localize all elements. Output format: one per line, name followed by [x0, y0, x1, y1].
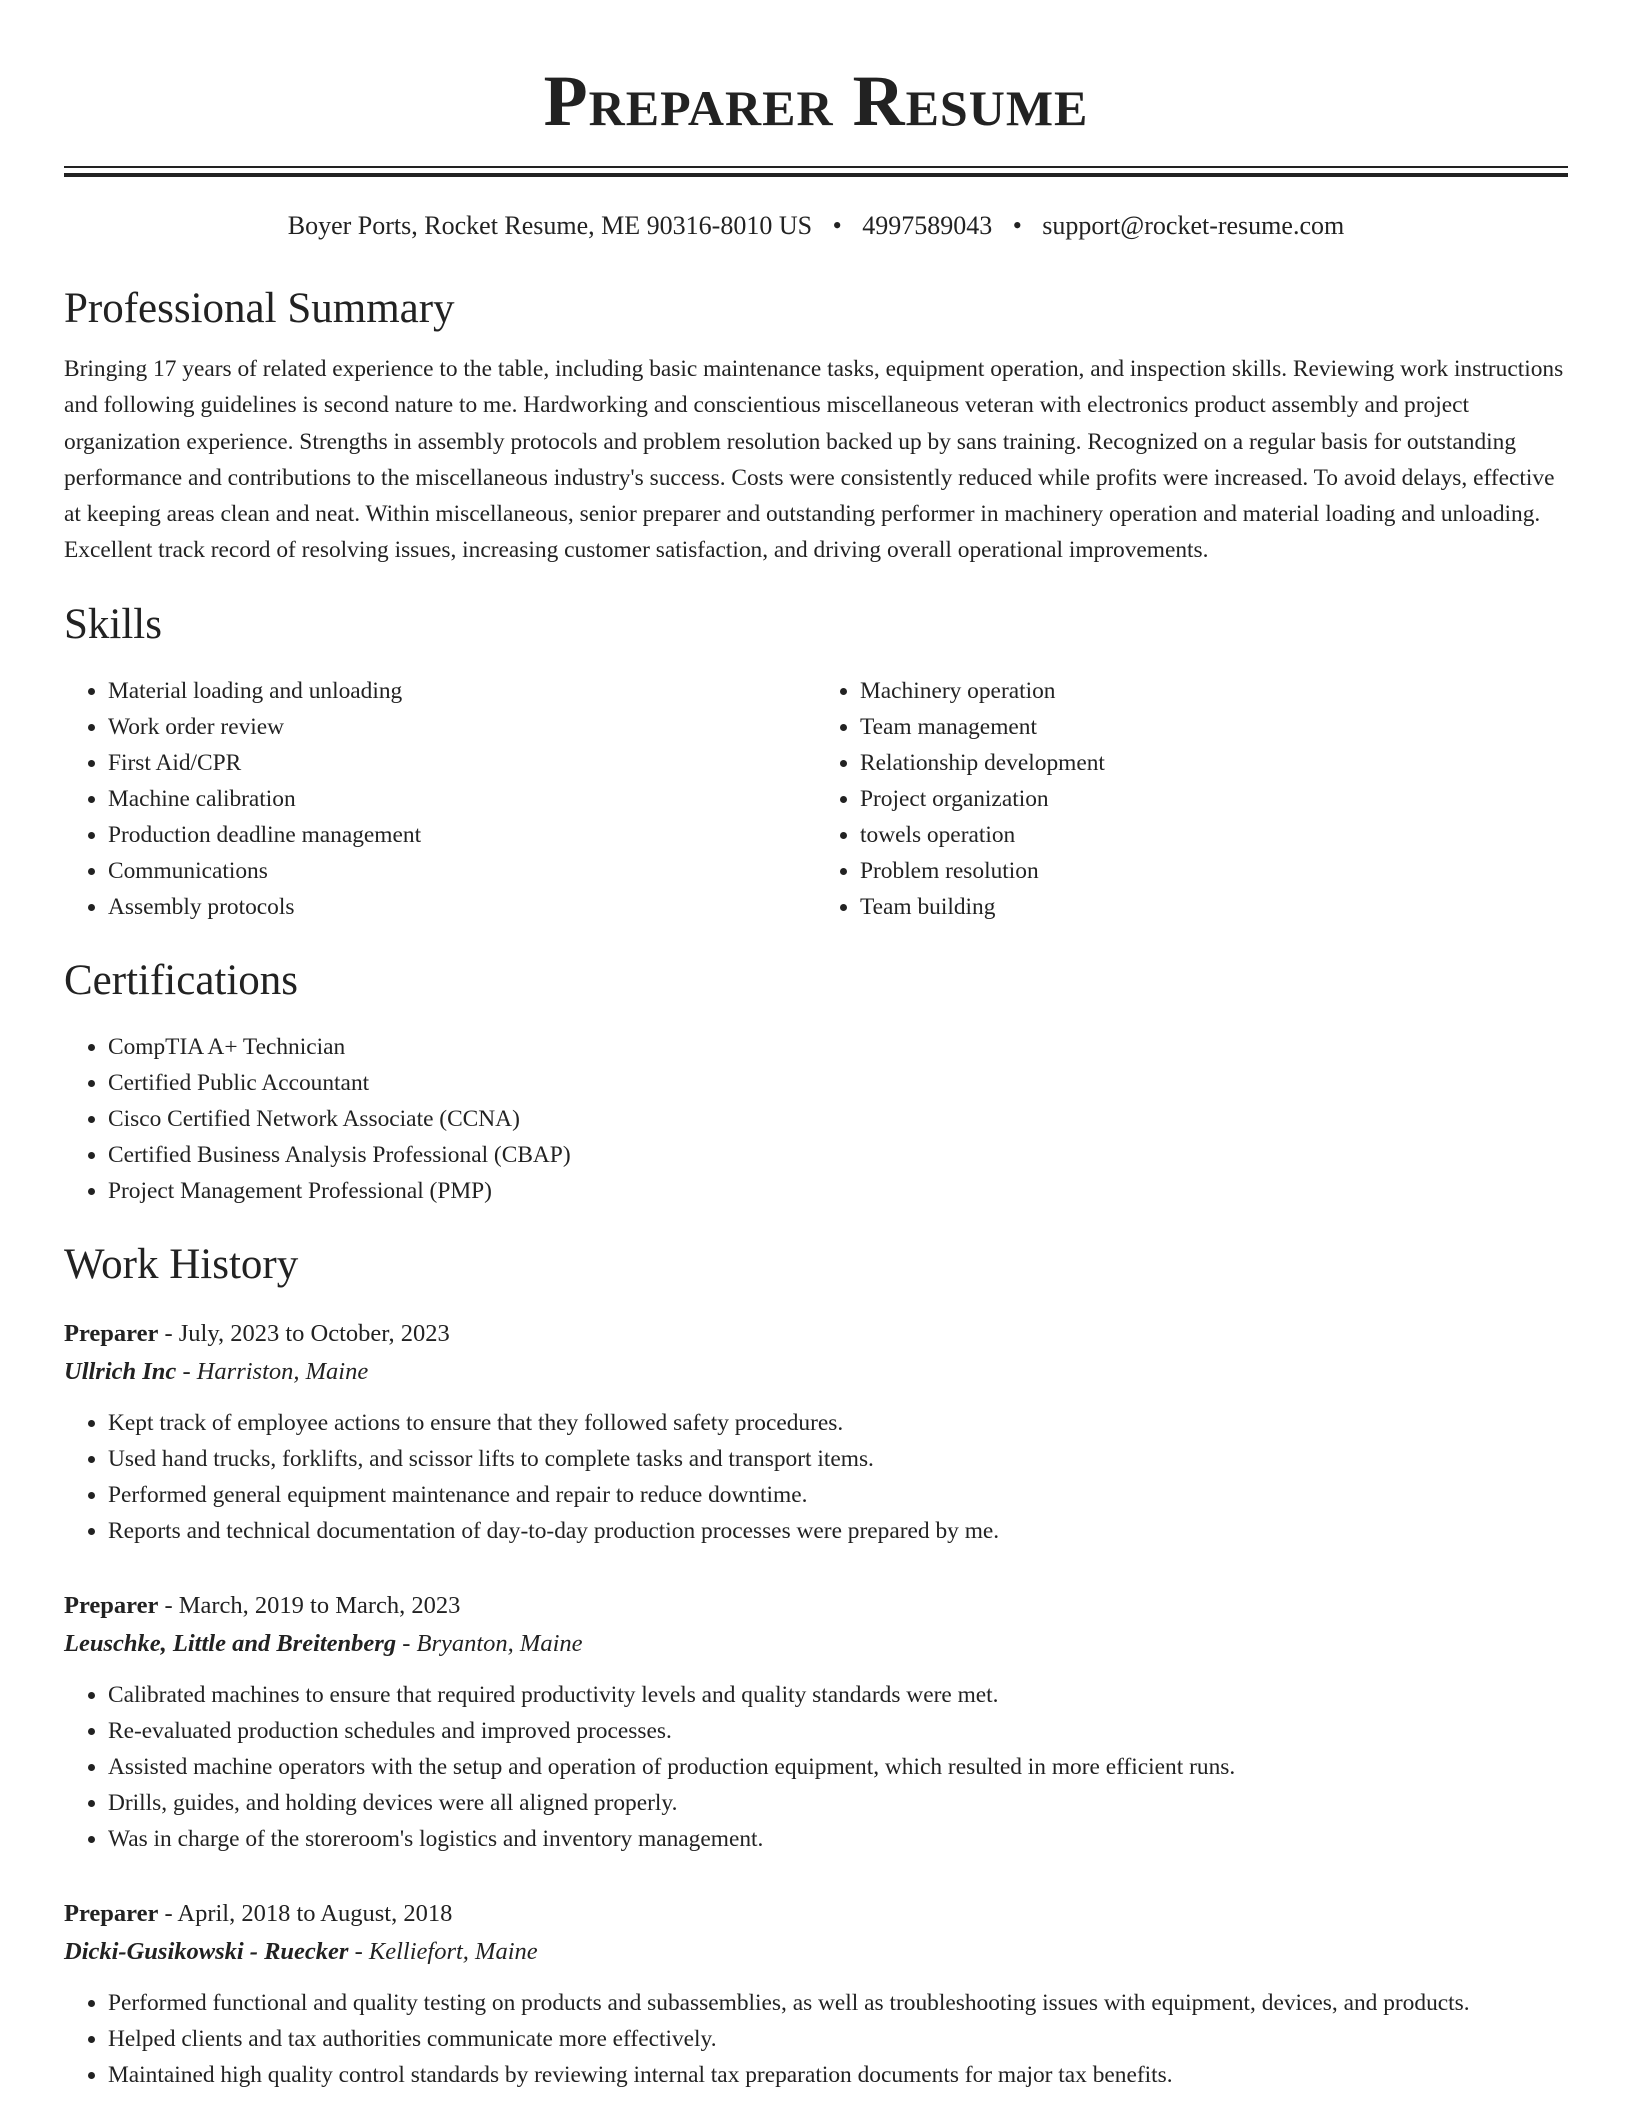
- skill-item: • Project organization: [860, 781, 1568, 817]
- contact-address: Boyer Ports, Rocket Resume, ME 90316-8010 US: [287, 211, 813, 240]
- certification-item: • Cisco Certified Network Associate (CCNA): [108, 1101, 1568, 1137]
- job-title-line: [64, 1895, 1568, 1933]
- contact-line: [64, 209, 1568, 243]
- job-bullet: • Reports and technical documentation of day-to-day production processes were prepared by me.: [108, 1513, 1568, 1549]
- job-bullet: • Assisted machine operators with the setup and operation of production equipment, which resulted in more efficient runs.: [108, 1749, 1568, 1785]
- job-bullet: • Performed general equipment maintenance and repair to reduce downtime.: [108, 1477, 1568, 1513]
- skill-item: • Work order review: [108, 709, 816, 745]
- job-title-line: [64, 1587, 1568, 1625]
- skill-item: • Machinery operation: [860, 673, 1568, 709]
- job-bullets: [64, 1405, 1568, 1549]
- certifications-heading: Certifications: [64, 956, 299, 1004]
- job-company-line: [64, 1625, 1568, 1663]
- contact-separator: •: [832, 211, 842, 240]
- job-dates: - March, 2019 to March, 2023: [158, 1591, 461, 1619]
- certification-item: • Certified Business Analysis Professional (CBAP): [108, 1137, 1568, 1173]
- contact-email: support@rocket-resume.com: [1042, 211, 1345, 240]
- skill-item: • First Aid/CPR: [108, 745, 816, 781]
- certification-item: • Certified Public Accountant: [108, 1065, 1568, 1101]
- job-location: - Kelliefort, Maine: [348, 1937, 538, 1965]
- job-company: Dicki-Gusikowski - Ruecker: [64, 1937, 349, 1965]
- skill-item: • Problem resolution: [860, 853, 1568, 889]
- summary-text: Bringing 17 years of related experience to the table, including basic maintenance tasks, equipment operation, and inspection skills. Reviewing work instructions and following guidelines is second nature to me. Hardworking and conscientious miscellaneous veteran with electronics product assembly and project organization experience. Strengths in assembly protocols and problem resolution backed up by sans training. Recognized on a regular basis for outstanding performance and contributions to the miscellaneous industry's success. Costs were consistently reduced while profits were increased. To avoid delays, effective at keeping areas clean and neat. Within miscellaneous, senior preparer and outstanding performer in machinery operation and material loading and unloading. Excellent track record of resolving issues, increasing customer satisfaction, and driving overall operational improvements.: [64, 356, 1564, 564]
- job-bullets: [64, 1677, 1568, 1857]
- contact-phone: 4997589043: [862, 211, 993, 240]
- job-entry: [64, 1587, 1568, 1857]
- skill-item: • Communications: [108, 853, 816, 889]
- skill-item: • Team building: [860, 889, 1568, 925]
- job-location: - Harriston, Maine: [176, 1357, 369, 1385]
- job-bullet: • Calibrated machines to ensure that required productivity levels and quality standards were met.: [108, 1677, 1568, 1713]
- job-entry: [64, 1315, 1568, 1549]
- job-title: Preparer: [64, 1591, 159, 1619]
- job-bullet: • Re-evaluated production schedules and improved processes.: [108, 1713, 1568, 1749]
- job-entry: [64, 1895, 1568, 2093]
- skill-item: • Material loading and unloading: [108, 673, 816, 709]
- certification-item: • Project Management Professional (PMP): [108, 1173, 1568, 1209]
- job-bullet: • Maintained high quality control standards by reviewing internal tax preparation documents for major tax benefits.: [108, 2057, 1568, 2093]
- job-title: Preparer: [64, 1319, 159, 1347]
- job-bullet: • Kept track of employee actions to ensure that they followed safety procedures.: [108, 1405, 1568, 1441]
- job-dates: - April, 2018 to August, 2018: [158, 1899, 453, 1927]
- job-bullets: [64, 1985, 1568, 2093]
- skill-item: • Team management: [860, 709, 1568, 745]
- job-company: Leuschke, Little and Breitenberg: [64, 1629, 397, 1657]
- skill-item: • Production deadline management: [108, 817, 816, 853]
- job-location: - Bryanton, Maine: [396, 1629, 583, 1657]
- job-company-line: [64, 1353, 1568, 1391]
- job-company-line: [64, 1933, 1568, 1971]
- title-divider: [64, 166, 1568, 177]
- skills-list-right: [816, 673, 1568, 925]
- job-company: Ullrich Inc: [64, 1357, 177, 1385]
- certification-item: • CompTIA A+ Technician: [108, 1029, 1568, 1065]
- skill-item: • Assembly protocols: [108, 889, 816, 925]
- skill-item: • towels operation: [860, 817, 1568, 853]
- certifications-list: [64, 1029, 1568, 1209]
- job-bullet: • Used hand trucks, forklifts, and scissor lifts to complete tasks and transport items.: [108, 1441, 1568, 1477]
- job-bullet: • Was in charge of the storeroom's logistics and inventory management.: [108, 1821, 1568, 1857]
- job-bullet: • Drills, guides, and holding devices were all aligned properly.: [108, 1785, 1568, 1821]
- contact-separator: •: [1012, 211, 1022, 240]
- work-history-heading: Work History: [64, 1240, 299, 1288]
- job-dates: - July, 2023 to October, 2023: [158, 1319, 450, 1347]
- job-title: Preparer: [64, 1899, 159, 1927]
- job-bullet: • Performed functional and quality testing on products and subassemblies, as well as troubleshooting issues with equipment, devices, and products.: [108, 1985, 1568, 2021]
- skill-item: • Machine calibration: [108, 781, 816, 817]
- job-bullet: • Helped clients and tax authorities communicate more effectively.: [108, 2021, 1568, 2057]
- skills-columns: [64, 673, 1568, 925]
- skills-heading: Skills: [64, 600, 162, 648]
- skills-list-left: [64, 673, 816, 925]
- resume-title: Preparer Resume: [543, 61, 1089, 141]
- summary-heading: Professional Summary: [64, 285, 455, 332]
- job-title-line: [64, 1315, 1568, 1353]
- skill-item: • Relationship development: [860, 745, 1568, 781]
